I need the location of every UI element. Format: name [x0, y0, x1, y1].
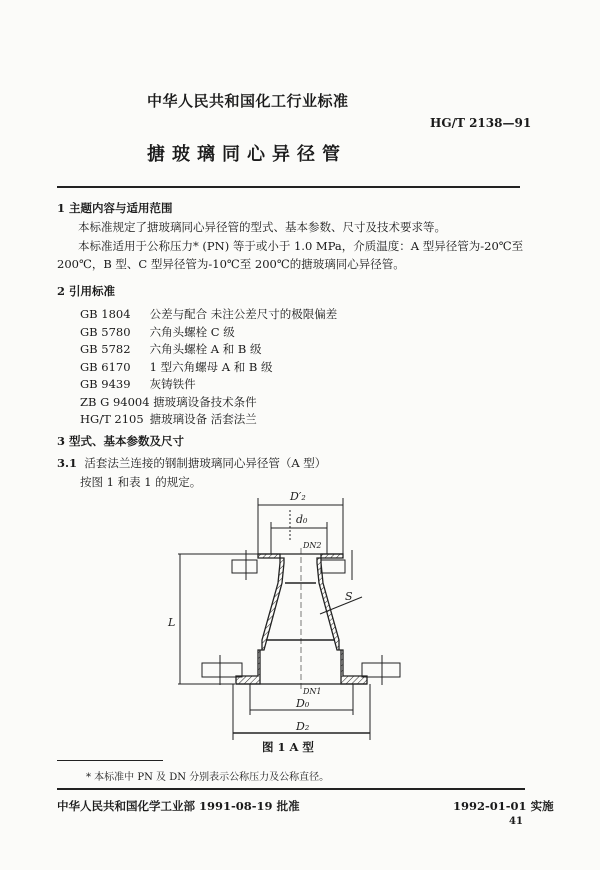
reference-code: GB 5782 [80, 342, 131, 356]
reference-title: 1 型六角螺母 A 和 B 级 [149, 359, 273, 374]
reference-title: 灰铸铁件 [149, 377, 196, 391]
label-d2-prime: D′₂ [290, 490, 306, 503]
reference-title: 六角头螺栓 A 和 B 级 [149, 342, 262, 356]
implementation-date: 1992-01-01 实施 [453, 799, 554, 813]
footer-divider [57, 788, 525, 790]
reference-code: HG/T 2105 [80, 412, 144, 426]
reference-title: 搪玻璃设备技术条件 [153, 394, 257, 409]
reference-title: 六角头螺栓 C 级 [149, 324, 235, 339]
reducer-body [236, 548, 367, 690]
paragraph: 本标准适用于公称压力* (PN) 等于或小于 1.0 MPa，介质温度：A 型异径管为-20℃至 [78, 239, 524, 253]
reference-code: ZB G 94004 [80, 394, 150, 409]
label-dn1: DN1 [303, 687, 322, 696]
label-d2: D₂ [296, 720, 310, 733]
paragraph: 200℃，B 型、C 型异径管为-10℃至 200℃的搪玻璃同心异径管。 [57, 257, 405, 271]
footnote: * 本标准中 PN 及 DN 分别表示公称压力及公称直径。 [86, 772, 330, 783]
reference-title: 搪玻璃设备 活套法兰 [149, 412, 257, 426]
subsection-text: 按图 1 和表 1 的规定。 [80, 475, 202, 489]
subsection-heading: 活套法兰连接的钢制搪玻璃同心异径管（A 型） [84, 456, 327, 470]
paragraph: 本标准规定了搪玻璃同心异径管的型式、基本参数、尺寸及技术要求等。 [78, 220, 446, 234]
reference-code: GB 1804 [80, 307, 131, 321]
section-2-heading: 2 引用标准 [57, 284, 116, 298]
section-3-heading: 3 型式、基本参数及尺寸 [57, 434, 185, 448]
subsection-number: 3.1 [57, 456, 78, 470]
page-number: 41 [509, 816, 523, 827]
reference-code: GB 5780 [80, 324, 131, 339]
figure-caption: 图 1 A 型 [262, 740, 314, 754]
reference-code: GB 6170 [80, 359, 131, 374]
label-d0: d₀ [296, 513, 308, 526]
document-title: 搪玻璃同心异径管 [147, 144, 347, 165]
label-d0-bottom: D₀ [296, 697, 310, 710]
footnote-divider [57, 760, 163, 761]
reference-code: GB 9439 [80, 377, 131, 391]
label-s: S [345, 590, 353, 603]
label-l: L [168, 616, 176, 629]
section-1-heading: 1 主题内容与适用范围 [57, 201, 173, 215]
label-dn2: DN2 [303, 541, 322, 550]
approval-line: 中华人民共和国化学工业部 1991-08-19 批准 [57, 799, 300, 813]
reference-title: 公差与配合 未注公差尺寸的极限偏差 [149, 307, 338, 321]
standard-code: HG/T 2138—91 [430, 116, 532, 130]
standard-type: 中华人民共和国化工行业标准 [147, 92, 349, 110]
